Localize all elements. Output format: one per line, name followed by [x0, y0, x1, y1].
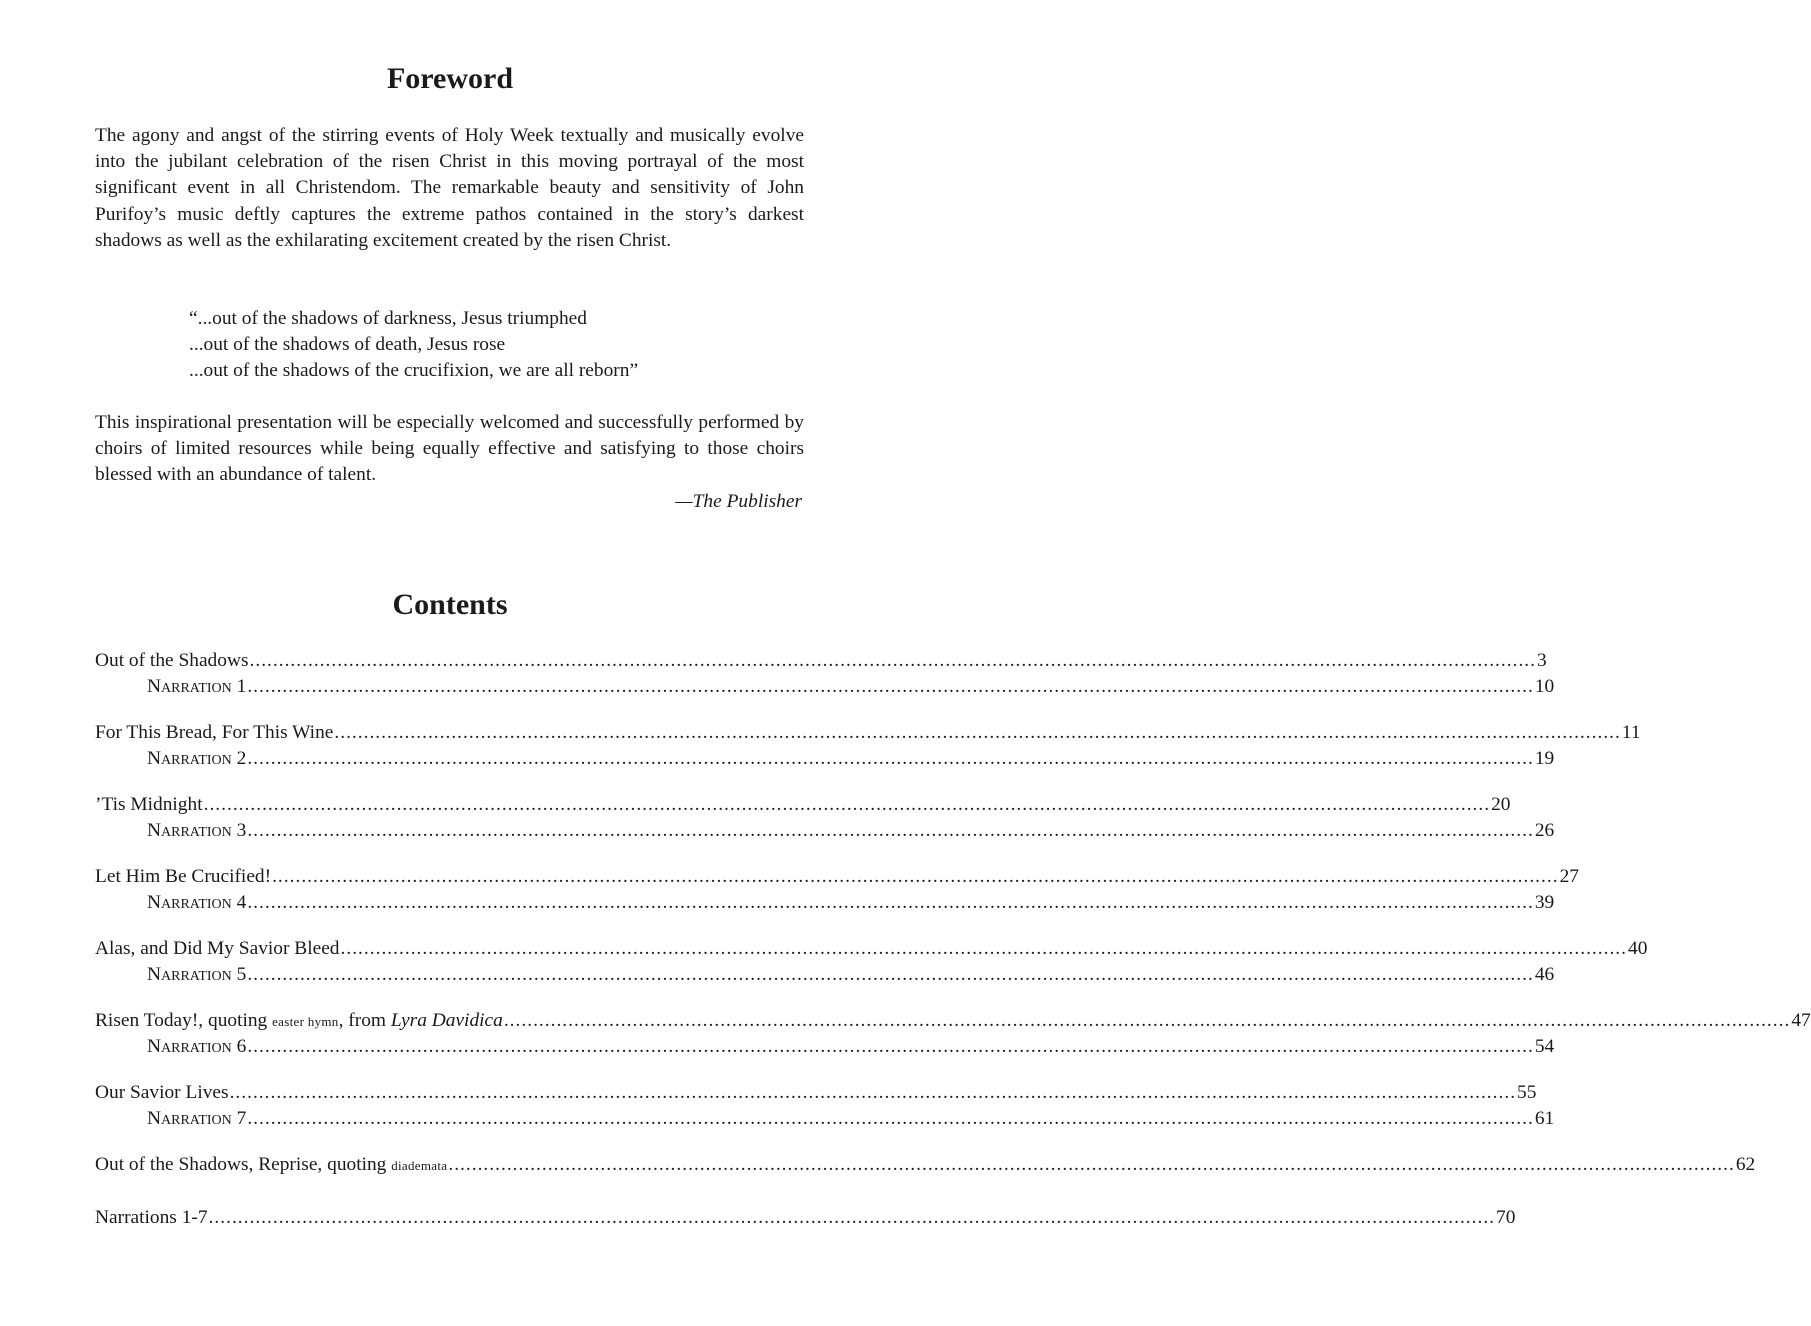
- toc-entry-page: 47: [1791, 1010, 1811, 1031]
- toc-entry-page: 10: [1534, 676, 1555, 697]
- quote-line: ...out of the shadows of death, Jesus rose: [189, 334, 506, 356]
- toc-leader-dots: ............................................................................................................................................................................................................................: [503, 1010, 1791, 1031]
- toc-entry: [147, 675, 1555, 699]
- toc-leader-dots: ............................................................................................................................................................................................................................: [340, 938, 1627, 959]
- foreword-quote: [189, 306, 638, 385]
- toc-title-text: Risen Today!, quoting: [95, 1010, 273, 1031]
- toc-entry: [147, 1107, 1555, 1131]
- toc-entry-title: Narration 3: [147, 820, 247, 841]
- foreword-attribution: —The Publisher: [675, 491, 802, 512]
- toc-leader-dots: ............................................................................................................................................................................................................................: [247, 1108, 1534, 1129]
- toc-entry: [147, 963, 1555, 987]
- toc-leader-dots: ............................................................................................................................................................................................................................: [203, 794, 1491, 815]
- toc-entry-page: 40: [1628, 938, 1648, 959]
- toc-entry-title: Narration 7: [147, 1108, 247, 1129]
- toc-entry-page: 62: [1735, 1154, 1756, 1175]
- toc-leader-dots: ............................................................................................................................................................................................................................: [247, 892, 1534, 913]
- toc-entry: [95, 793, 1511, 817]
- foreword-paragraph-1: The agony and angst of the stirring events of Holy Week textually and musically evolve into the jubilant celebration of the risen Christ in this moving portrayal of the most significant event in all Christendom. The remarkable beauty and sensitivity of John Purifoy’s music deftly captures the extreme pathos contained in the story’s darkest shadows as well as the exhilarating excitement created by the risen Christ.: [95, 125, 804, 251]
- toc-entry: [95, 1206, 1516, 1230]
- contents-title: Contents: [392, 588, 508, 621]
- hymn-tune-name: easter hymn: [272, 1014, 339, 1029]
- toc-entry-title: Narration 6: [147, 1036, 247, 1057]
- toc-entry-page: 46: [1534, 964, 1555, 985]
- quote-line: ...out of the shadows of the crucifixion, we are all reborn”: [189, 360, 639, 382]
- toc-entry: [147, 1035, 1555, 1059]
- toc-leader-dots: ............................................................................................................................................................................................................................: [208, 1207, 1496, 1228]
- toc-entry-title: [95, 1153, 447, 1178]
- toc-entry: [95, 937, 1648, 961]
- toc-entry: [147, 891, 1555, 915]
- toc-title-text: , from: [338, 1010, 391, 1031]
- toc-entry-page: 61: [1534, 1108, 1555, 1129]
- toc-leader-dots: ............................................................................................................................................................................................................................: [247, 748, 1534, 769]
- foreword-paragraph-2: This inspirational presentation will be especially welcomed and successfully performed by choirs of limited resources while being equally effective and satisfying to those choirs blessed with an abundance of talent.: [95, 412, 804, 486]
- toc-entry-page: 20: [1491, 794, 1511, 815]
- toc-entry-title: Narration 2: [147, 748, 247, 769]
- source-title: Lyra Davidica: [390, 1010, 503, 1031]
- toc-entry-page: 55: [1517, 1082, 1537, 1103]
- toc-leader-dots: ............................................................................................................................................................................................................................: [247, 1036, 1534, 1057]
- toc-entry-page: 26: [1534, 820, 1555, 841]
- toc-entry-page: 19: [1534, 748, 1555, 769]
- toc-leader-dots: ............................................................................................................................................................................................................................: [247, 964, 1534, 985]
- toc-entry-page: 11: [1621, 722, 1641, 743]
- toc-leader-dots: ............................................................................................................................................................................................................................: [334, 722, 1621, 743]
- toc-entry: [95, 1153, 1756, 1177]
- toc-entry-page: 27: [1559, 866, 1579, 887]
- toc-entry: [95, 1081, 1537, 1105]
- toc-leader-dots: ............................................................................................................................................................................................................................: [247, 820, 1534, 841]
- toc-entry-title: Narration 1: [147, 676, 247, 697]
- toc-entry-page: 54: [1534, 1036, 1555, 1057]
- toc-leader-dots: ............................................................................................................................................................................................................................: [448, 1154, 1735, 1175]
- toc-entry: [95, 721, 1641, 745]
- toc-entry: [147, 747, 1555, 771]
- toc-entry-page: 39: [1534, 892, 1555, 913]
- toc-entry: [147, 819, 1555, 843]
- toc-leader-dots: ............................................................................................................................................................................................................................: [247, 676, 1534, 697]
- toc-entry-page: 70: [1496, 1207, 1516, 1228]
- toc-entry-title: Our Savior Lives: [95, 1082, 229, 1103]
- toc-entry-title: Narrations 1-7: [95, 1207, 208, 1228]
- toc-entry-title: Let Him Be Crucified!: [95, 866, 272, 887]
- toc-leader-dots: ............................................................................................................................................................................................................................: [249, 650, 1536, 671]
- toc-entry-title: Narration 5: [147, 964, 247, 985]
- toc-entry-title: Alas, and Did My Savior Bleed: [95, 938, 340, 959]
- quote-line: “...out of the shadows of darkness, Jesus triumphed: [189, 308, 587, 329]
- toc-entry-title: ’Tis Midnight: [95, 794, 203, 815]
- toc-entry-title: Out of the Shadows: [95, 650, 249, 671]
- toc-entry: [95, 649, 1547, 673]
- hymn-tune-name: diademata: [391, 1158, 448, 1173]
- toc-title-text: Out of the Shadows, Reprise, quoting: [95, 1154, 392, 1175]
- toc-entry-title: Narration 4: [147, 892, 247, 913]
- toc-entry-page: 3: [1536, 650, 1547, 671]
- toc-entry-title: [95, 1009, 503, 1034]
- toc-leader-dots: ............................................................................................................................................................................................................................: [272, 866, 1559, 887]
- foreword-title: Foreword: [386, 62, 514, 95]
- toc-entry-title: For This Bread, For This Wine: [95, 722, 334, 743]
- toc-entry: [95, 1009, 1811, 1033]
- toc-leader-dots: ............................................................................................................................................................................................................................: [229, 1082, 1517, 1103]
- toc-entry: [95, 865, 1579, 889]
